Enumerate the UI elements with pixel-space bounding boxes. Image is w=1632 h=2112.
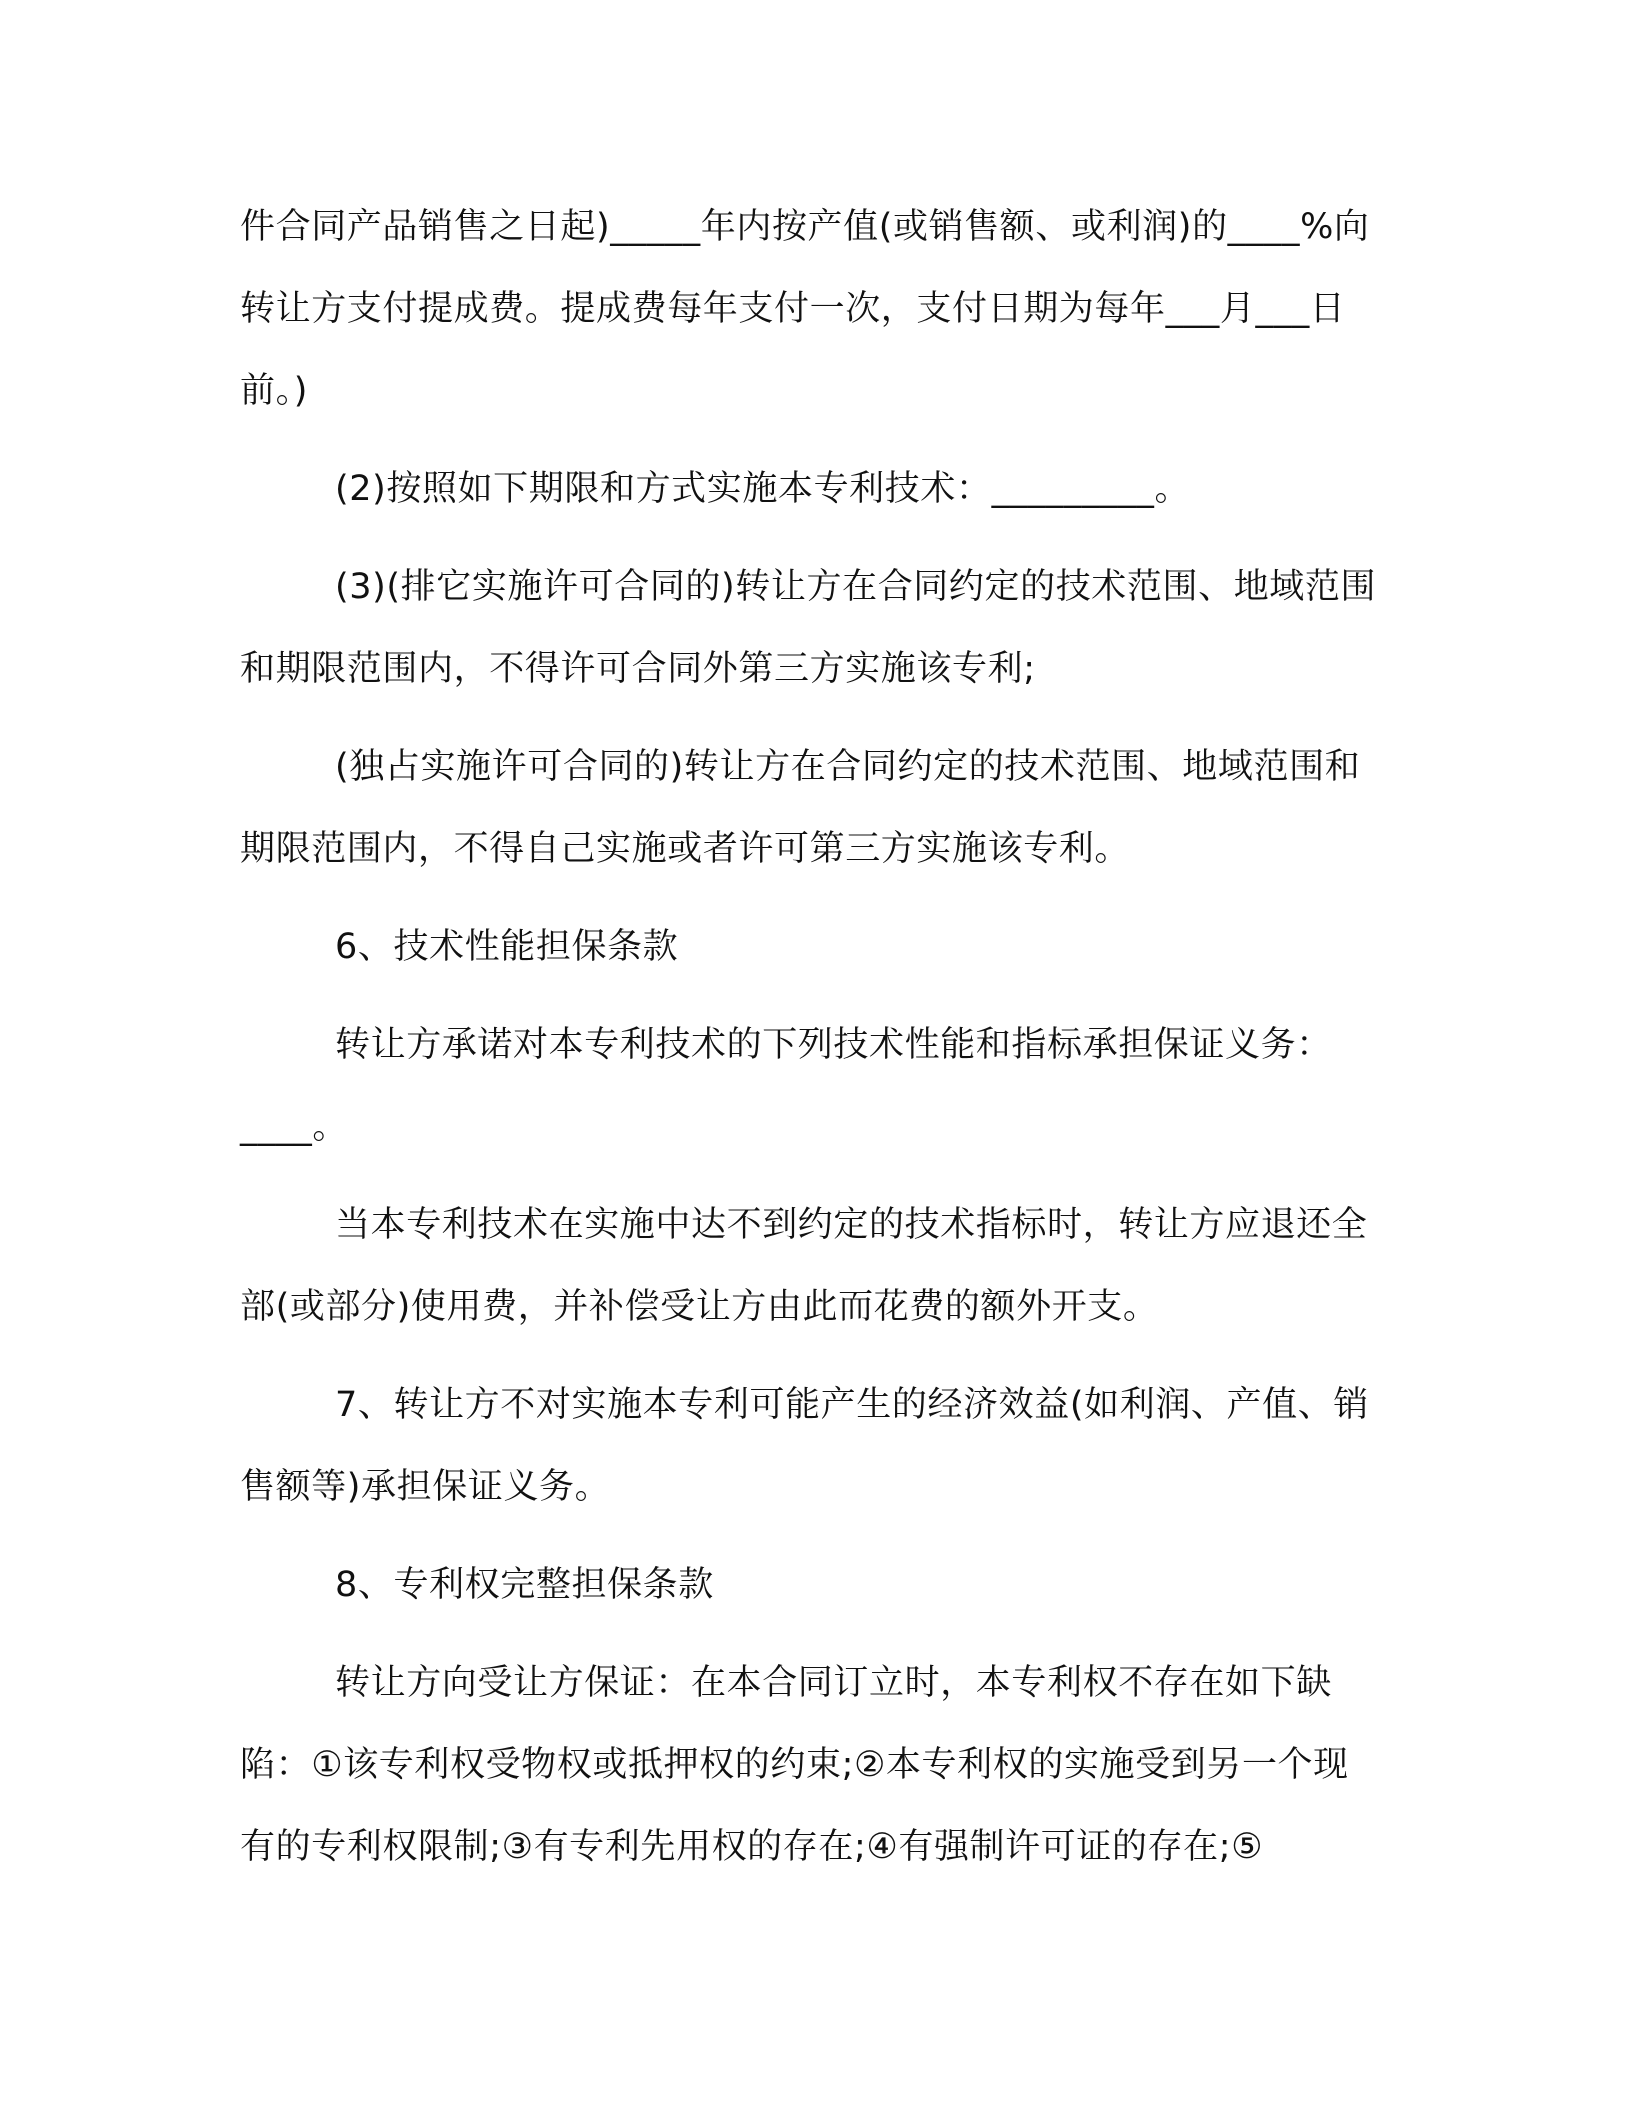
document-body bbox=[240, 186, 1380, 1888]
heading-patent-integrity-guarantee: 8、专利权完整担保条款 bbox=[335, 1565, 714, 1605]
paragraph-implementation-term: (2)按照如下期限和方式实施本专利技术：_________。 bbox=[335, 469, 1191, 509]
paragraph-economic-benefit-disclaimer: 7、转让方不对实施本专利可能产生的经济效益(如利润、产值、销售额等)承担保证义务。 bbox=[240, 1385, 1369, 1507]
paragraph-performance-commitment: 转让方承诺对本专利技术的下列技术性能和指标承担保证义务：____。 bbox=[240, 1025, 1332, 1147]
paragraph-exclusive-license: (3)(排它实施许可合同的)转让方在合同约定的技术范围、地域范围和期限范围内，不得许可合同外第三方实施该专利; bbox=[240, 567, 1377, 689]
paragraph-patent-defects: 转让方向受让方保证：在本合同订立时，本专利权不存在如下缺陷：①该专利权受物权或抵押权的约束;②本专利权的实施受到另一个现有的专利权限制;③有专利先用权的存在;④有强制许可证的存在;⑤ bbox=[240, 1663, 1349, 1867]
paragraph-sole-license: (独占实施许可合同的)转让方在合同约定的技术范围、地域范围和期限范围内，不得自己实施或者许可第三方实施该专利。 bbox=[240, 747, 1361, 869]
heading-technical-performance-guarantee: 6、技术性能担保条款 bbox=[335, 927, 679, 967]
paragraph-royalty-continuation: 件合同产品销售之日起)_____年内按产值(或销售额、或利润)的____%向转让方支付提成费。提成费每年支付一次，支付日期为每年___月___日前。) bbox=[240, 207, 1370, 411]
paragraph-refund-clause: 当本专利技术在实施中达不到约定的技术指标时，转让方应退还全部(或部分)使用费，并补偿受让方由此而花费的额外开支。 bbox=[240, 1205, 1368, 1327]
